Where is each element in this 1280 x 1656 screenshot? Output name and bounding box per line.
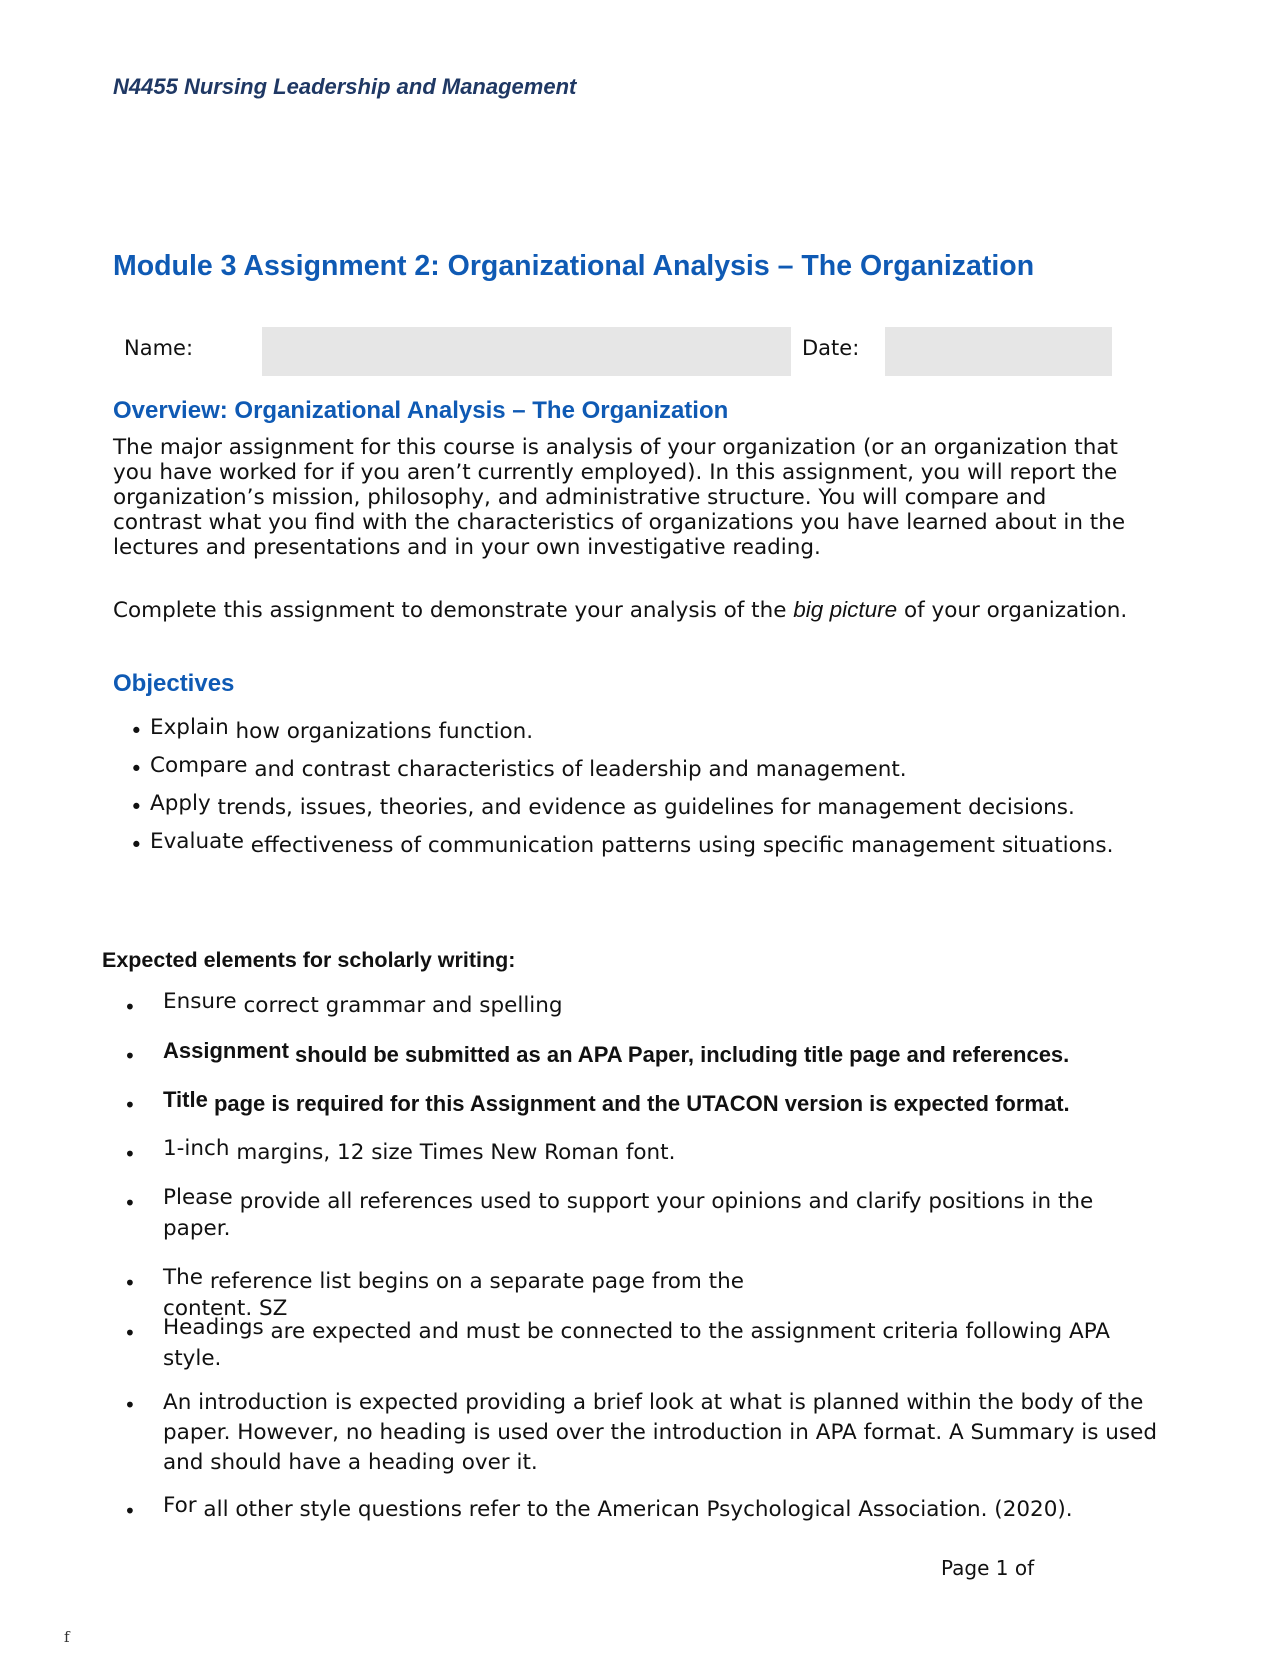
item-text: trends, issues, theories, and evidence as guidelines for management decisions.	[210, 795, 1075, 820]
list-item	[124, 989, 1164, 1019]
item-lead: 1-inch	[163, 1136, 230, 1161]
bullet-icon: •	[124, 1044, 136, 1068]
item-text-line2: content. SZ	[163, 1296, 288, 1321]
item-text: page is required for this Assignment and the UTACON version is expected format.	[207, 1091, 1070, 1116]
date-field[interactable]	[885, 327, 1112, 376]
scholarly-heading: Expected elements for scholarly writing:	[102, 948, 516, 972]
list-item	[130, 753, 1150, 783]
item-text: margins, 12 size Times New Roman font.	[229, 1140, 676, 1165]
item-text: However, no heading is used over the introduction in APA format. A Summary is used and should have a heading over it.	[163, 1420, 1157, 1475]
name-field[interactable]	[262, 327, 791, 376]
list-item	[124, 1136, 1164, 1166]
bullet-icon: •	[124, 1499, 136, 1523]
list-item	[124, 1185, 1164, 1242]
list-item	[130, 829, 1150, 859]
bullet-icon: •	[124, 1093, 136, 1117]
list-item	[124, 1388, 1164, 1478]
item-lead: Title	[163, 1087, 208, 1112]
list-item	[130, 791, 1150, 821]
item-lead: For	[163, 1493, 197, 1518]
item-text-block	[163, 1087, 1164, 1117]
item-lead: Assignment	[163, 1038, 289, 1063]
overview-heading: Overview: Organizational Analysis – The Organization	[113, 397, 729, 424]
course-header: N4455 Nursing Leadership and Management	[113, 74, 577, 99]
overview-paragraph: The major assignment for this course is analysis of your organization (or an organization that you have worked for if you aren’t currently employed). In this assignment, you will report the organization’s mission, philosophy, and administrative structure. You will compare and contrast what you find with the characteristics of organizations you have learned about in the lectures and presentations and in your own investigative reading.	[113, 435, 1126, 560]
list-item	[124, 1493, 1164, 1523]
item-text: reference list begins on a separate page from the	[203, 1269, 744, 1294]
item-lead: An introduction is expected providing a brief look at what is planned within the body of the paper.	[163, 1390, 1144, 1445]
item-text: are expected and must be connected to the assignment criteria following APA style.	[163, 1319, 1110, 1371]
bullet-icon: •	[130, 719, 143, 744]
bullet-icon: •	[124, 1142, 136, 1166]
item-text: and contrast characteristics of leadership and management.	[247, 757, 907, 782]
item-text-block	[163, 1493, 1164, 1523]
bullet-icon: •	[124, 1191, 136, 1215]
objectives-heading: Objectives	[113, 670, 235, 697]
corner-mark: f	[64, 1628, 70, 1646]
item-text: effectiveness of communication patterns using specific management situations.	[243, 833, 1114, 858]
list-item	[124, 1265, 1164, 1322]
item-lead: Ensure	[163, 989, 237, 1014]
item-text: should be submitted as an APA Paper, including title page and references.	[288, 1042, 1070, 1067]
list-item	[124, 1315, 1164, 1372]
page-number: Page 1 of	[941, 1556, 1035, 1580]
item-text-block	[163, 1185, 1164, 1242]
objectives-list	[130, 715, 1150, 870]
bullet-icon: •	[124, 1321, 136, 1345]
item-text-block	[163, 1265, 1164, 1322]
item-text-block	[163, 989, 1164, 1019]
page-title: Module 3 Assignment 2: Organizational Analysis – The Organization	[113, 250, 1035, 282]
item-lead: Compare	[150, 753, 248, 778]
item-lead: Headings	[163, 1315, 264, 1340]
item-lead: Please	[163, 1185, 233, 1210]
name-label: Name:	[124, 336, 194, 360]
item-text-block	[163, 1038, 1164, 1068]
bullet-icon: •	[124, 1271, 136, 1295]
date-label: Date:	[802, 336, 860, 360]
list-item	[130, 715, 1150, 745]
list-item	[124, 1038, 1164, 1068]
overview-paragraph-2	[113, 596, 1133, 624]
bullet-icon: •	[124, 1393, 136, 1417]
italic-phrase: big picture	[793, 597, 898, 622]
item-text: correct grammar and spelling	[236, 993, 563, 1018]
item-text-block	[163, 1315, 1164, 1372]
paragraph-text: Complete this assignment to demonstrate your analysis of the	[113, 598, 794, 623]
bullet-icon: •	[124, 995, 136, 1019]
item-lead: The	[163, 1265, 203, 1290]
item-text: how organizations function.	[228, 719, 534, 744]
item-lead: Explain	[150, 715, 229, 740]
bullet-icon: •	[130, 795, 143, 820]
bullet-icon: •	[130, 757, 143, 782]
bullet-icon: •	[130, 833, 143, 858]
paragraph-text: of your organization.	[897, 598, 1128, 623]
item-lead: Apply	[150, 791, 211, 816]
item-lead: Evaluate	[150, 829, 244, 854]
item-text: provide all references used to support your opinions and clarify positions in the paper.	[163, 1189, 1094, 1241]
item-text: all other style questions refer to the American Psychological Association. (2020).	[196, 1497, 1073, 1522]
list-item	[124, 1087, 1164, 1117]
item-text-block	[163, 1388, 1164, 1478]
item-text-block	[163, 1136, 1164, 1166]
